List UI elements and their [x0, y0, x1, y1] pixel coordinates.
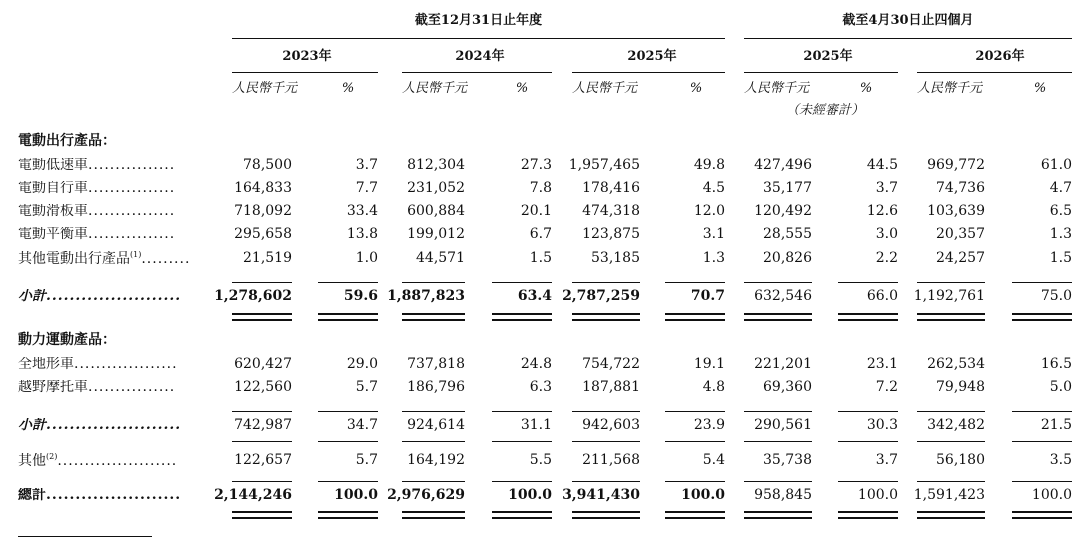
percent-header: % [515, 81, 529, 96]
amount-cell: 122,657 [234, 452, 292, 468]
amount-cell: 231,052 [407, 180, 465, 196]
subtotal-top-rule [232, 282, 292, 283]
subtotal-bottom-rule [665, 441, 725, 442]
percent-cell: 16.5 [1040, 356, 1072, 372]
percent-cell: 5.7 [355, 379, 378, 395]
percent-cell: 27.3 [520, 157, 552, 173]
subtotal-bottom-rule [917, 441, 985, 442]
subtotal-double-rule [744, 313, 812, 315]
subtotal-double-rule [917, 319, 985, 321]
row-label [18, 204, 216, 218]
unit-header: 人民幣千元 [572, 81, 638, 96]
percent-cell: 3.7 [875, 180, 898, 196]
total-double-rule [492, 517, 552, 519]
amount-cell: 186,796 [407, 379, 465, 395]
percent-cell: 31.1 [520, 417, 552, 433]
footnote-ref: (2) [46, 453, 58, 461]
amount-cell: 620,427 [234, 356, 292, 372]
unit-header: 人民幣千元 [402, 81, 468, 96]
percent-cell: 100.0 [857, 487, 898, 503]
amount-cell: 742,987 [234, 417, 292, 433]
amount-cell: 942,603 [582, 417, 640, 433]
year-header: 2026年 [975, 49, 1025, 64]
leader-dots: ...................... [57, 453, 178, 468]
amount-cell: 474,318 [582, 203, 640, 219]
amount-cell: 103,639 [927, 203, 985, 219]
percent-cell: 23.9 [693, 417, 725, 433]
amount-cell: 3,941,430 [562, 487, 640, 503]
percent-cell: 6.3 [529, 379, 552, 395]
total-double-rule [917, 511, 985, 513]
amount-cell: 199,012 [407, 226, 465, 242]
group-underline [744, 38, 1072, 39]
percent-cell: 70.7 [690, 288, 725, 304]
amount-cell: 20,826 [763, 250, 812, 266]
amount-cell: 1,887,823 [387, 288, 465, 304]
year-header: 2024年 [455, 49, 505, 64]
leader-dots: ......... [141, 251, 191, 266]
amount-cell: 2,787,259 [562, 288, 640, 304]
total-double-rule [665, 517, 725, 519]
row-label-text: 總計 [18, 488, 46, 502]
subtotal-top-rule [665, 411, 725, 412]
subtotal-top-rule [572, 411, 640, 412]
total-top-rule [917, 481, 985, 482]
amount-cell: 69,360 [763, 379, 812, 395]
amount-cell: 924,614 [407, 417, 465, 433]
total-top-rule [665, 481, 725, 482]
amount-cell: 164,192 [407, 452, 465, 468]
total-double-rule [572, 517, 640, 519]
subtotal-top-rule [492, 411, 552, 412]
leader-dots: ................ [88, 380, 176, 394]
amount-cell: 35,738 [763, 452, 812, 468]
unaudited-note: （未經審計） [786, 103, 865, 118]
amount-cell: 120,492 [754, 203, 812, 219]
amount-cell: 969,772 [927, 157, 985, 173]
percent-cell: 44.5 [866, 157, 898, 173]
total-double-rule [402, 511, 465, 513]
subtotal-double-rule [917, 313, 985, 315]
percent-cell: 5.5 [529, 452, 552, 468]
total-top-rule [572, 481, 640, 482]
percent-cell: 29.0 [346, 356, 378, 372]
amount-cell: 221,201 [754, 356, 812, 372]
subtotal-top-rule [1012, 282, 1072, 283]
row-label [18, 357, 216, 371]
percent-cell: 1.0 [355, 250, 378, 266]
group-underline [232, 38, 725, 39]
percent-cell: 59.6 [343, 288, 378, 304]
row-label [18, 251, 216, 266]
percent-cell: 6.7 [529, 226, 552, 242]
percent-cell: 12.6 [866, 203, 898, 219]
percent-cell: 33.4 [346, 203, 378, 219]
subtotal-top-rule [744, 282, 812, 283]
subtotal-top-rule [318, 282, 378, 283]
subtotal-top-rule [402, 411, 465, 412]
amount-cell: 2,976,629 [387, 487, 465, 503]
subtotal-double-rule [838, 313, 898, 315]
row-label-text: 小計 [18, 418, 46, 432]
subtotal-top-rule [232, 411, 292, 412]
amount-cell: 1,192,761 [913, 288, 985, 304]
total-double-rule [838, 511, 898, 513]
amount-cell: 74,736 [936, 180, 985, 196]
year-underline [572, 72, 725, 73]
leader-dots: ....................... [46, 418, 182, 432]
total-top-rule [1012, 481, 1072, 482]
row-label [18, 227, 216, 241]
subtotal-top-rule [744, 411, 812, 412]
amount-cell: 123,875 [582, 226, 640, 242]
row-label [18, 158, 216, 172]
subtotal-double-rule [492, 319, 552, 321]
total-top-rule [232, 481, 292, 482]
percent-cell: 100.0 [1031, 487, 1072, 503]
percent-cell: 49.8 [693, 157, 725, 173]
percent-cell: 3.0 [875, 226, 898, 242]
amount-cell: 295,658 [234, 226, 292, 242]
unit-header: 人民幣千元 [744, 81, 810, 96]
percent-cell: 4.8 [702, 379, 725, 395]
amount-cell: 427,496 [754, 157, 812, 173]
row-label-text: 其他電動出行產品 [18, 251, 130, 266]
row-label-text: 全地形車 [18, 357, 74, 371]
total-top-rule [492, 481, 552, 482]
leader-dots: ....................... [46, 289, 182, 303]
amount-cell: 20,357 [936, 226, 985, 242]
percent-cell: 3.7 [875, 452, 898, 468]
percent-cell: 20.1 [520, 203, 552, 219]
subtotal-double-rule [665, 313, 725, 315]
percent-header: % [341, 81, 355, 96]
percent-cell: 12.0 [693, 203, 725, 219]
subtotal-top-rule [838, 411, 898, 412]
percent-cell: 4.7 [1049, 180, 1072, 196]
subtotal-top-rule [318, 411, 378, 412]
percent-cell: 66.0 [866, 288, 898, 304]
percent-cell: 3.5 [1049, 452, 1072, 468]
footnote-ref: (1) [130, 251, 142, 259]
percent-cell: 3.1 [702, 226, 725, 242]
row-label-text: 越野摩托車 [18, 380, 88, 394]
period-group-header: 截至4月30日止四個月 [842, 13, 974, 28]
percent-cell: 24.8 [520, 356, 552, 372]
percent-header: % [859, 81, 873, 96]
year-underline [232, 72, 378, 73]
amount-cell: 1,591,423 [913, 487, 985, 503]
subtotal-double-rule [318, 313, 378, 315]
row-label [18, 453, 216, 468]
period-group-header: 截至12月31日止年度 [414, 13, 543, 28]
subtotal-double-rule [232, 319, 292, 321]
subtotal-double-rule [1012, 319, 1072, 321]
subtotal-top-rule [917, 282, 985, 283]
percent-cell: 5.7 [355, 452, 378, 468]
percent-cell: 19.1 [693, 356, 725, 372]
leader-dots: ....................... [46, 488, 182, 502]
percent-cell: 1.3 [702, 250, 725, 266]
total-double-rule [744, 517, 812, 519]
subtotal-top-rule [1012, 411, 1072, 412]
leader-dots: ................ [88, 158, 176, 172]
amount-cell: 24,257 [936, 250, 985, 266]
total-double-rule [232, 517, 292, 519]
total-top-rule [402, 481, 465, 482]
year-header: 2025年 [627, 49, 677, 64]
leader-dots: ................ [88, 204, 176, 218]
subtotal-double-rule [1012, 313, 1072, 315]
total-double-rule [917, 517, 985, 519]
subtotal-double-rule [232, 313, 292, 315]
amount-cell: 21,519 [243, 250, 292, 266]
percent-header: % [689, 81, 703, 96]
amount-cell: 754,722 [582, 356, 640, 372]
subtotal-bottom-rule [232, 441, 292, 442]
percent-cell: 7.7 [355, 180, 378, 196]
row-label-text: 電動滑板車 [18, 204, 88, 218]
year-header: 2025年 [803, 49, 853, 64]
unit-header: 人民幣千元 [232, 81, 298, 96]
subtotal-top-rule [917, 411, 985, 412]
total-label [18, 488, 216, 502]
percent-cell: 1.3 [1049, 226, 1072, 242]
amount-cell: 164,833 [234, 180, 292, 196]
percent-cell: 1.5 [529, 250, 552, 266]
subtotal-double-rule [572, 313, 640, 315]
subtotal-top-rule [402, 282, 465, 283]
row-label-text: 電動低速車 [18, 158, 88, 172]
amount-cell: 718,092 [234, 203, 292, 219]
percent-cell: 13.8 [346, 226, 378, 242]
subtotal-double-rule [492, 313, 552, 315]
subtotal-bottom-rule [402, 441, 465, 442]
percent-cell: 3.7 [355, 157, 378, 173]
percent-cell: 5.0 [1049, 379, 1072, 395]
percent-cell: 5.4 [702, 452, 725, 468]
subtotal-double-rule [665, 319, 725, 321]
total-double-rule [838, 517, 898, 519]
subtotal-bottom-rule [744, 441, 812, 442]
row-label-text: 電動自行車 [18, 181, 88, 195]
amount-cell: 958,845 [754, 487, 812, 503]
row-label [18, 380, 216, 394]
percent-cell: 21.5 [1040, 417, 1072, 433]
amount-cell: 53,185 [591, 250, 640, 266]
amount-cell: 812,304 [407, 157, 465, 173]
leader-dots: ................ [88, 181, 176, 195]
amount-cell: 178,416 [582, 180, 640, 196]
amount-cell: 2,144,246 [214, 487, 292, 503]
row-label [18, 181, 216, 195]
amount-cell: 122,560 [234, 379, 292, 395]
subtotal-bottom-rule [572, 441, 640, 442]
percent-cell: 6.5 [1049, 203, 1072, 219]
percent-cell: 30.3 [866, 417, 898, 433]
amount-cell: 78,500 [243, 157, 292, 173]
amount-cell: 187,881 [582, 379, 640, 395]
percent-cell: 7.2 [875, 379, 898, 395]
percent-cell: 1.5 [1049, 250, 1072, 266]
section-header-power: 動力運動產品： [18, 332, 116, 348]
footnote-separator [18, 536, 152, 537]
percent-cell: 34.7 [346, 417, 378, 433]
subtotal-label [18, 289, 216, 303]
amount-cell: 56,180 [936, 452, 985, 468]
total-double-rule [744, 511, 812, 513]
percent-header: % [1033, 81, 1047, 96]
subtotal-label [18, 418, 216, 432]
percent-cell: 63.4 [517, 288, 552, 304]
year-underline [744, 72, 898, 73]
percent-cell: 100.0 [334, 487, 378, 503]
subtotal-bottom-rule [318, 441, 378, 442]
percent-cell: 7.8 [529, 180, 552, 196]
subtotal-top-rule [838, 282, 898, 283]
percent-cell: 100.0 [681, 487, 725, 503]
amount-cell: 44,571 [416, 250, 465, 266]
percent-cell: 4.5 [702, 180, 725, 196]
amount-cell: 737,818 [407, 356, 465, 372]
total-double-rule [318, 517, 378, 519]
percent-cell: 61.0 [1040, 157, 1072, 173]
amount-cell: 35,177 [763, 180, 812, 196]
total-double-rule [665, 511, 725, 513]
amount-cell: 1,957,465 [568, 157, 640, 173]
row-label-text: 電動平衡車 [18, 227, 88, 241]
year-header: 2023年 [282, 49, 332, 64]
subtotal-double-rule [318, 319, 378, 321]
subtotal-double-rule [838, 319, 898, 321]
row-label-text: 小計 [18, 289, 46, 303]
amount-cell: 28,555 [763, 226, 812, 242]
amount-cell: 600,884 [407, 203, 465, 219]
amount-cell: 342,482 [927, 417, 985, 433]
year-underline [917, 72, 1072, 73]
subtotal-bottom-rule [1012, 441, 1072, 442]
year-underline [402, 72, 552, 73]
amount-cell: 290,561 [754, 417, 812, 433]
total-double-rule [232, 511, 292, 513]
subtotal-double-rule [744, 319, 812, 321]
subtotal-bottom-rule [492, 441, 552, 442]
amount-cell: 632,546 [754, 288, 812, 304]
section-header-electric: 電動出行產品： [18, 133, 116, 149]
percent-cell: 100.0 [508, 487, 552, 503]
total-top-rule [838, 481, 898, 482]
row-label-text: 其他 [18, 453, 46, 468]
total-top-rule [744, 481, 812, 482]
total-double-rule [318, 511, 378, 513]
subtotal-double-rule [572, 319, 640, 321]
amount-cell: 262,534 [927, 356, 985, 372]
amount-cell: 211,568 [582, 452, 640, 468]
unit-header: 人民幣千元 [917, 81, 983, 96]
subtotal-top-rule [492, 282, 552, 283]
subtotal-top-rule [572, 282, 640, 283]
subtotal-bottom-rule [838, 441, 898, 442]
total-double-rule [1012, 511, 1072, 513]
amount-cell: 79,948 [936, 379, 985, 395]
total-double-rule [402, 517, 465, 519]
total-top-rule [318, 481, 378, 482]
percent-cell: 2.2 [875, 250, 898, 266]
percent-cell: 23.1 [866, 356, 898, 372]
total-double-rule [572, 511, 640, 513]
leader-dots: ................... [74, 357, 178, 371]
total-double-rule [1012, 517, 1072, 519]
subtotal-double-rule [402, 319, 465, 321]
total-double-rule [492, 511, 552, 513]
percent-cell: 75.0 [1040, 288, 1072, 304]
amount-cell: 1,278,602 [214, 288, 292, 304]
subtotal-double-rule [402, 313, 465, 315]
subtotal-top-rule [665, 282, 725, 283]
leader-dots: ................ [88, 227, 176, 241]
